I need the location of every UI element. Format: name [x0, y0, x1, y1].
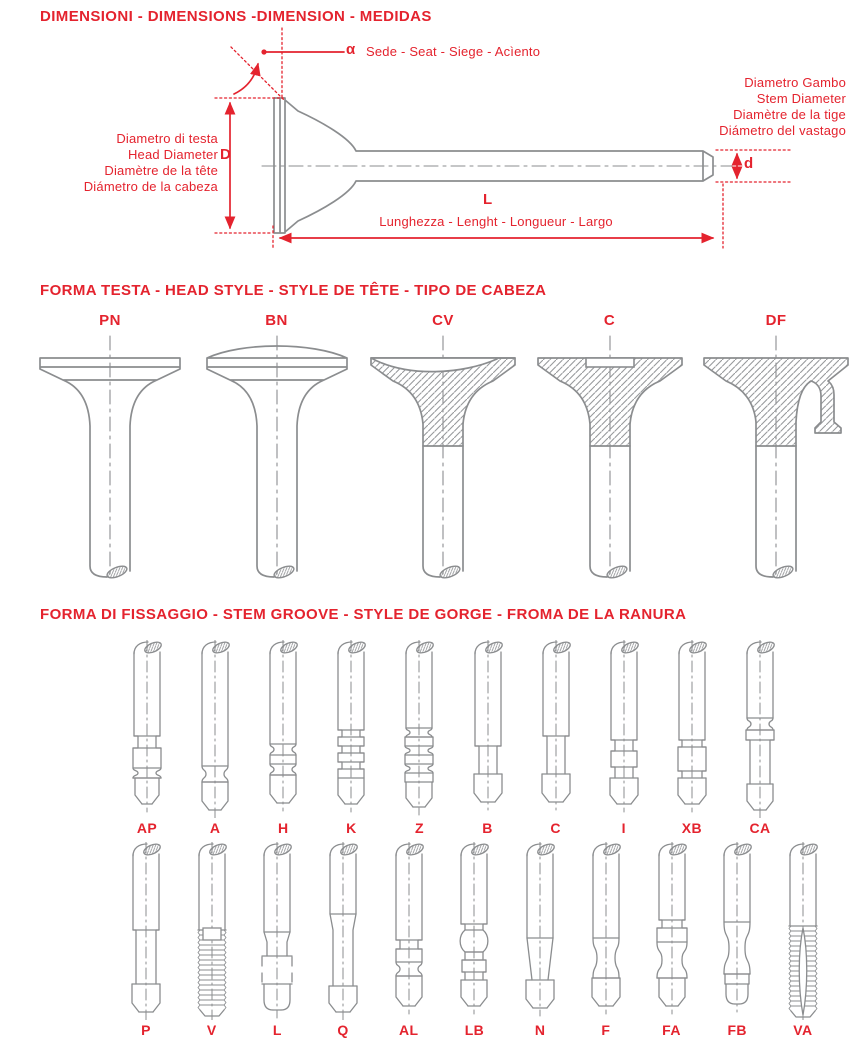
stem-figure-xb [664, 640, 720, 818]
stem-figure-fa [644, 842, 700, 1020]
head-style-figure-df [696, 334, 856, 580]
stem-figure-p [118, 842, 174, 1020]
stem-style-label: LB [464, 1022, 485, 1038]
stem-figure-f [578, 842, 634, 1020]
stem-style-label: A [209, 820, 221, 836]
stem-groove-row-1 [119, 640, 788, 836]
stem-style-v [184, 842, 240, 1038]
stem-figure-q [315, 842, 371, 1020]
head-style-figure-cv [363, 334, 523, 580]
stem-style-label: CA [749, 820, 771, 836]
seat-label: Sede - Seat - Siege - Acìento [366, 44, 541, 59]
stem-figure-b [460, 640, 516, 818]
stem-style-label: XB [681, 820, 702, 836]
stem-figure-c [528, 640, 584, 818]
dimensions-section-title: DIMENSIONI - DIMENSIONS -DIMENSION - MEDIDAS [40, 8, 432, 25]
stem-style-al [381, 842, 437, 1038]
head-style-figure-pn [30, 334, 190, 580]
stem-style-f [578, 842, 634, 1038]
stem-figure-v [184, 842, 240, 1020]
stem-figure-lb [446, 842, 502, 1020]
stem-figure-ca [732, 640, 788, 818]
stem-style-z [391, 640, 447, 836]
stem-style-label: V [206, 1022, 217, 1038]
stem-figure-al [381, 842, 437, 1020]
stem-style-label: H [277, 820, 289, 836]
head-style-label: C [603, 312, 616, 329]
stem-style-ca [732, 640, 788, 836]
stem-style-label: FB [727, 1022, 747, 1038]
stem-figure-fb [709, 842, 765, 1020]
head-style-cv [363, 312, 523, 580]
stem-style-label: F [601, 1022, 611, 1038]
stem-style-label: P [141, 1022, 151, 1038]
length-label: Lunghezza - Lenght - Longueur - Largo [379, 214, 613, 229]
stem-figure-h [255, 640, 311, 818]
head-diameter-line: Diamètre de la tête [104, 163, 218, 178]
stem-diameter-symbol: d [744, 155, 754, 172]
stem-style-ap [119, 640, 175, 836]
stem-figure-k [323, 640, 379, 818]
stem-style-k [323, 640, 379, 836]
stem-diameter-line: Diamètre de la tige [733, 107, 846, 122]
head-diameter-line: Diametro di testa [116, 131, 218, 146]
head-style-figure-bn [197, 334, 357, 580]
stem-style-label: N [534, 1022, 546, 1038]
stem-style-lb [446, 842, 502, 1038]
head-style-c [530, 312, 690, 580]
stem-diameter-line: Stem Diameter [756, 91, 846, 106]
stem-diameter-line: Diámetro del vastago [719, 123, 846, 138]
head-style-section-title: FORMA TESTA - HEAD STYLE - STYLE DE TÊTE - TIPO DE CABEZA [40, 282, 547, 299]
stem-style-p [118, 842, 174, 1038]
stem-groove-section-title: FORMA DI FISSAGGIO - STEM GROOVE - STYLE DE GORGE - FROMA DE LA RANURA [40, 606, 687, 623]
seat-angle-arc-arrow [234, 64, 258, 94]
stem-style-fb [709, 842, 765, 1038]
head-style-row [30, 312, 856, 580]
head-style-figure-c [530, 334, 690, 580]
stem-figure-z [391, 640, 447, 818]
head-style-label: DF [765, 312, 787, 329]
head-diameter-line: Diámetro de la cabeza [83, 179, 218, 194]
stem-style-label: AL [399, 1022, 419, 1038]
stem-diameter-labels [600, 75, 846, 139]
stem-figure-ap [119, 640, 175, 818]
head-diameter-labels [30, 131, 218, 195]
stem-style-n [512, 842, 568, 1038]
stem-style-a [187, 640, 243, 836]
stem-style-va [775, 842, 831, 1038]
stem-style-b [460, 640, 516, 836]
angle-symbol: α [346, 41, 356, 58]
stem-style-c [528, 640, 584, 836]
head-style-bn [197, 312, 357, 580]
stem-style-label: C [550, 820, 561, 836]
stem-style-label: B [482, 820, 493, 836]
stem-figure-i [596, 640, 652, 818]
head-style-label: CV [432, 312, 454, 329]
stem-style-label: K [346, 820, 357, 836]
stem-style-q [315, 842, 371, 1038]
stem-figure-l [249, 842, 305, 1020]
stem-style-label: VA [793, 1022, 813, 1038]
stem-style-label: L [272, 1022, 282, 1038]
length-symbol: L [483, 191, 493, 208]
stem-style-label: I [621, 820, 626, 836]
stem-style-label: AP [136, 820, 158, 836]
stem-style-i [596, 640, 652, 836]
head-style-label: BN [265, 312, 288, 329]
stem-figure-n [512, 842, 568, 1020]
stem-figure-va [775, 842, 831, 1020]
stem-groove-row-2 [118, 842, 831, 1038]
head-diameter-symbol: D [220, 146, 232, 163]
stem-style-xb [664, 640, 720, 836]
head-style-label: PN [99, 312, 121, 329]
stem-style-label: Q [337, 1022, 349, 1038]
stem-style-h [255, 640, 311, 836]
head-style-pn [30, 312, 190, 580]
stem-style-fa [644, 842, 700, 1038]
head-diameter-line: Head Diameter [127, 147, 218, 162]
stem-style-label: Z [414, 820, 424, 836]
stem-figure-a [187, 640, 243, 818]
stem-style-l [249, 842, 305, 1038]
stem-style-label: FA [662, 1022, 681, 1038]
head-style-df [696, 312, 856, 580]
stem-diameter-line: Diametro Gambo [744, 75, 846, 90]
